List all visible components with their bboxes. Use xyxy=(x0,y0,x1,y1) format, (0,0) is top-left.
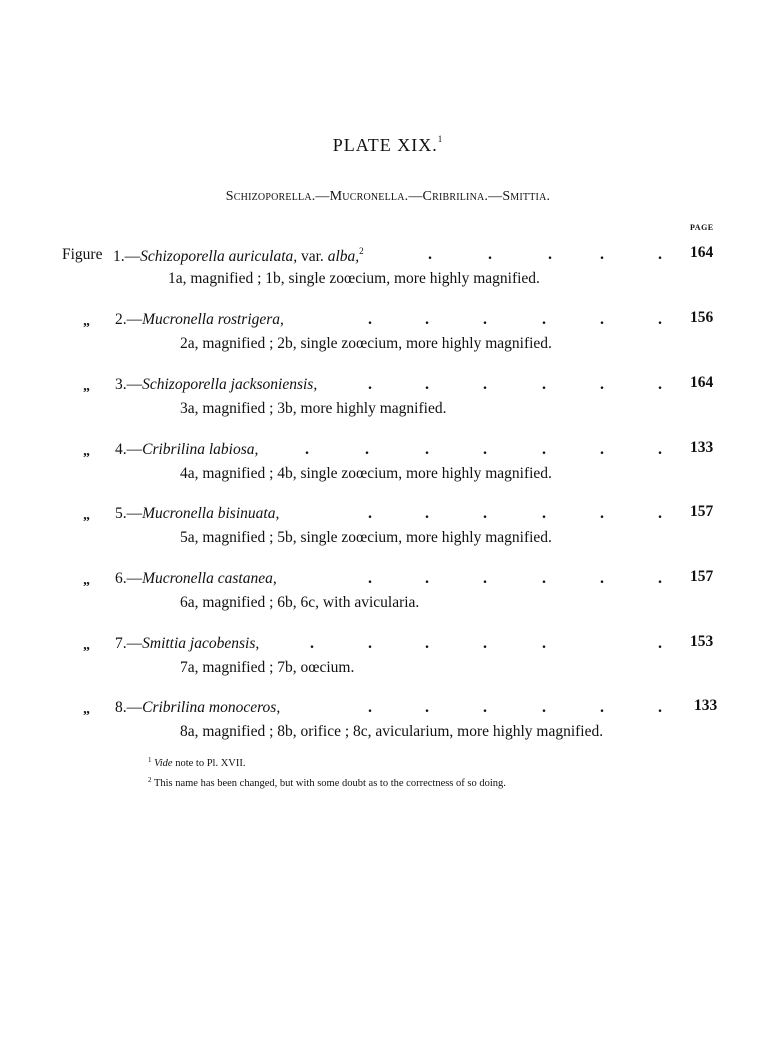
leader-dots xyxy=(0,505,776,525)
leader-dot: . xyxy=(600,376,604,393)
ditto-mark: „ xyxy=(83,379,90,394)
leader-dot: . xyxy=(542,311,546,328)
leader-dot: . xyxy=(542,570,546,587)
leader-dot: . xyxy=(600,570,604,587)
page-number: 164 xyxy=(690,374,714,391)
footnote-text: note to Pl. XVII. xyxy=(172,758,246,769)
variety-name: alba, xyxy=(327,248,360,265)
leader-dot: . xyxy=(600,699,604,716)
figure-entry xyxy=(0,570,776,616)
ditto-mark: „ xyxy=(83,444,90,459)
leader-dot: . xyxy=(305,441,309,458)
figure-entry xyxy=(0,441,776,487)
leader-dot: . xyxy=(658,505,662,522)
leader-dot: . xyxy=(425,376,429,393)
plate-title-note: 1 xyxy=(437,134,444,144)
page-number: 153 xyxy=(690,633,714,650)
leader-dot: . xyxy=(488,246,492,263)
figure-description: 3a, magnified ; 3b, more highly magnified. xyxy=(180,400,447,417)
leader-dot: . xyxy=(600,505,604,522)
ditto-mark: „ xyxy=(83,573,90,588)
leader-dots xyxy=(0,311,776,331)
leader-dot: . xyxy=(368,311,372,328)
figure-description: 8a, magnified ; 8b, orifice ; 8c, avicularium, more highly magnified. xyxy=(180,723,604,740)
leader-dot: . xyxy=(548,246,552,263)
leader-dot: . xyxy=(658,311,662,328)
leader-dot: . xyxy=(483,570,487,587)
leader-dot: . xyxy=(428,246,432,263)
figure-description: 2a, magnified ; 2b, single zoœcium, more highly magnified. xyxy=(180,335,552,352)
footnote-mark: 2 xyxy=(148,776,152,784)
species-name: Schizoporella jacksoniensis, xyxy=(142,376,318,393)
figure-number: 3.— xyxy=(115,376,143,393)
leader-dot: . xyxy=(368,376,372,393)
leader-dot: . xyxy=(368,570,372,587)
ditto-mark: „ xyxy=(83,508,90,523)
leader-dot: . xyxy=(368,505,372,522)
footnote-text: This name has been changed, but with some doubt as to the correctness of so doing. xyxy=(153,778,506,789)
figure-description: 5a, magnified ; 5b, single zoœcium, more highly magnified. xyxy=(180,529,552,546)
leader-dot: . xyxy=(658,570,662,587)
leader-dots xyxy=(0,570,776,590)
figure-description: 4a, magnified ; 4b, single zoœcium, more highly magnified. xyxy=(180,465,552,482)
leader-dot: . xyxy=(425,441,429,458)
ditto-mark: „ xyxy=(83,702,90,717)
leader-dot: . xyxy=(425,635,429,652)
species-name: Smittia jacobensis, xyxy=(142,635,260,652)
species-name: Schizoporella auriculata, xyxy=(140,248,298,265)
leader-dot: . xyxy=(542,635,546,652)
ditto-mark: „ xyxy=(83,638,90,653)
figure-number: 2.— xyxy=(115,311,143,328)
leader-dot: . xyxy=(425,311,429,328)
leader-dot: . xyxy=(483,699,487,716)
page-number: 133 xyxy=(690,439,714,456)
leader-dot: . xyxy=(483,376,487,393)
figure-entry xyxy=(0,635,776,681)
footnote-ref: 2 xyxy=(359,246,364,256)
figure-entry xyxy=(0,376,776,422)
leader-dots xyxy=(0,376,776,396)
figure-number: 1.— xyxy=(113,248,141,265)
leader-dot: . xyxy=(542,699,546,716)
leader-dot: . xyxy=(425,570,429,587)
page-number: 133 xyxy=(694,697,718,714)
leader-dot: . xyxy=(658,699,662,716)
leader-dot: . xyxy=(425,505,429,522)
figure-number: 6.— xyxy=(115,570,143,587)
leader-dot: . xyxy=(368,635,372,652)
figure-number: 5.— xyxy=(115,505,143,522)
leader-dot: . xyxy=(310,635,314,652)
leader-dot: . xyxy=(658,376,662,393)
figure-description: 6a, magnified ; 6b, 6c, with avicularia. xyxy=(180,594,420,611)
figure-entry xyxy=(0,311,776,357)
leader-dot: . xyxy=(483,505,487,522)
leader-dot: . xyxy=(365,441,369,458)
figure-entry xyxy=(0,505,776,551)
figure-description: 1a, magnified ; 1b, single zoœcium, more highly magnified. xyxy=(168,270,540,287)
figure-entry xyxy=(0,699,776,745)
leader-dot: . xyxy=(658,246,662,263)
page-column-label: PAGE xyxy=(690,223,714,232)
leader-dot: . xyxy=(542,441,546,458)
footnote-2 xyxy=(148,772,506,792)
leader-dot: . xyxy=(600,311,604,328)
variety-label: var. xyxy=(297,248,328,265)
figure-entry xyxy=(0,246,776,292)
footnote-1 xyxy=(148,752,506,772)
species-name: Mucronella rostrigera, xyxy=(142,311,284,328)
figure-label: Figure xyxy=(62,246,103,263)
plate-subtitle: Schizoporella.—Mucronella.—Cribrilina.—Smittia. xyxy=(225,189,551,204)
leader-dot: . xyxy=(483,311,487,328)
plate-title-text: PLATE XIX. xyxy=(332,135,438,155)
figure-number: 7.— xyxy=(115,635,143,652)
species-name: Cribrilina labiosa, xyxy=(142,441,259,458)
leader-dots xyxy=(0,246,776,266)
species-name: Mucronella castanea, xyxy=(142,570,277,587)
leader-dot: . xyxy=(658,441,662,458)
page-number: 157 xyxy=(690,503,714,520)
footnote-mark: 1 xyxy=(148,756,152,764)
species-name: Cribrilina monoceros, xyxy=(142,699,281,716)
leader-dots xyxy=(0,441,776,461)
page-number: 156 xyxy=(690,309,714,326)
leader-dot: . xyxy=(600,246,604,263)
page-number: 157 xyxy=(690,568,714,585)
figure-description: 7a, magnified ; 7b, oœcium. xyxy=(180,659,355,676)
ditto-mark: „ xyxy=(83,314,90,329)
leader-dot: . xyxy=(600,441,604,458)
page-number: 164 xyxy=(690,244,714,261)
figure-number: 4.— xyxy=(115,441,143,458)
leader-dots xyxy=(0,635,776,655)
leader-dot: . xyxy=(368,699,372,716)
leader-dot: . xyxy=(658,635,662,652)
footnote-label: Vide xyxy=(154,758,173,769)
leader-dots xyxy=(0,699,776,719)
leader-dot: . xyxy=(483,635,487,652)
leader-dot: . xyxy=(483,441,487,458)
footnotes xyxy=(148,752,506,792)
leader-dot: . xyxy=(425,699,429,716)
leader-dot: . xyxy=(542,505,546,522)
plate-title xyxy=(0,134,776,156)
species-name: Mucronella bisinuata, xyxy=(142,505,280,522)
leader-dot: . xyxy=(542,376,546,393)
figure-number: 8.— xyxy=(115,699,143,716)
